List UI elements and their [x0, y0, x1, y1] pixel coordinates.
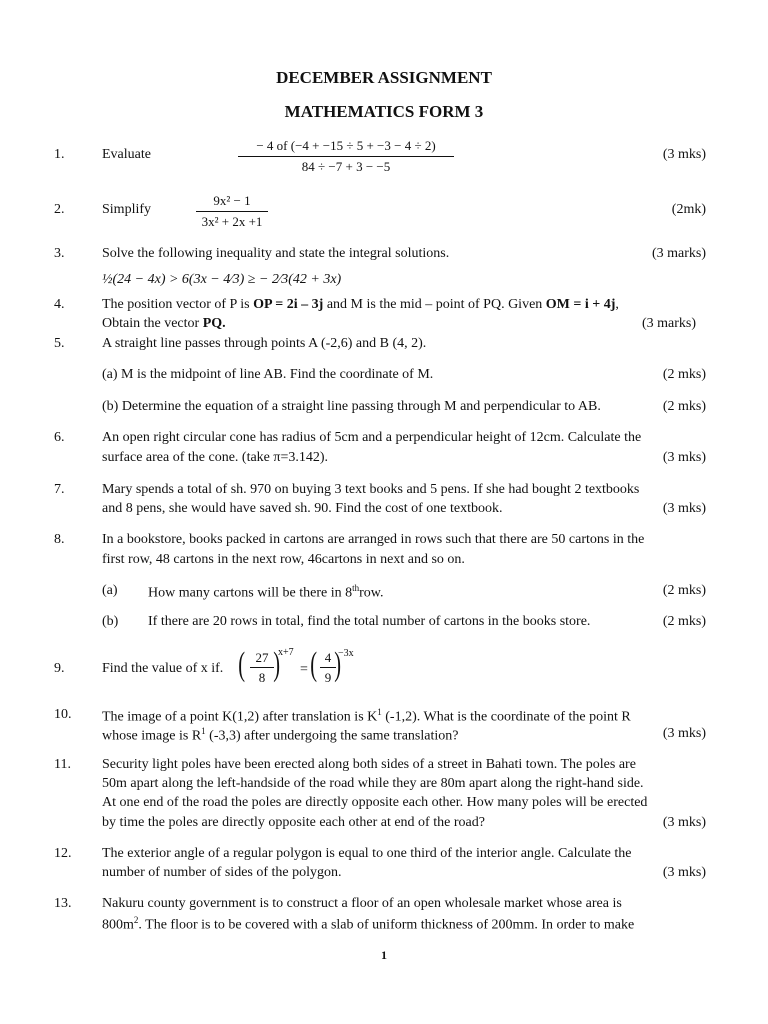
question-9-text: Find the value of x if. — [102, 661, 224, 676]
question-1-denominator: 84 ÷ −7 + 3 − −5 — [301, 159, 391, 174]
question-13-line-2-sup: 2 — [133, 915, 139, 925]
question-5b-text: (b) Determine the equation of a straight line passing through M and perpendicular to AB. — [102, 399, 601, 414]
question-7-marks: (3 mks) — [662, 501, 706, 516]
left-paren-2: ( — [310, 646, 318, 683]
question-12-line-2: number of number of sides of the polygon. — [102, 865, 342, 880]
exponent-1: x+7 — [278, 647, 294, 658]
question-1-text: Evaluate — [102, 147, 151, 162]
question-11-line-3: At one end of the road the poles are directly opposite each other. How many poles will be erected — [102, 795, 648, 810]
question-4-line-1-end: , — [615, 297, 619, 312]
question-9-fraction-1 — [250, 650, 274, 686]
question-8b-text: If there are 20 rows in total, find the total number of cartons in the books store. — [148, 614, 591, 629]
question-6-line-1: An open right circular cone has radius of 5cm and a perpendicular height of 12cm. Calculate the — [102, 430, 642, 445]
question-13-line-2 — [102, 915, 634, 934]
question-8-line-2: first row, 48 cartons in the next row, 46cartons in next and so on. — [102, 552, 465, 567]
question-12-line-1: The exterior angle of a regular polygon is equal to one third of the interior angle. Calculate the — [102, 846, 632, 861]
question-4-line-2-pre: Obtain the vector — [102, 316, 203, 331]
question-9-equation — [240, 648, 340, 690]
question-7-line-1: Mary spends a total of sh. 970 on buying 3 text books and 5 pens. If she had bought 2 textbooks — [102, 482, 640, 497]
question-2-text: Simplify — [102, 202, 152, 217]
question-13-number: 13. — [54, 896, 72, 911]
exponent-2: −3x — [338, 648, 354, 659]
question-2-number: 2. — [54, 202, 65, 217]
question-10-line-1-pre: The image of a point K(1,2) after translation is K — [102, 709, 378, 725]
left-paren-1: ( — [238, 646, 246, 683]
question-10-line-2-sup: 1 — [201, 726, 206, 736]
question-11-line-4: by time the poles are directly opposite each other at end of the road? — [102, 815, 485, 830]
question-4-marks: (3 marks) — [641, 316, 696, 331]
question-8a-text — [148, 583, 384, 602]
question-8b-marks: (2 mks) — [662, 614, 706, 629]
right-paren-1: ) — [273, 646, 281, 683]
question-1-number: 1. — [54, 147, 65, 162]
question-10-marks: (3 mks) — [662, 726, 706, 741]
vector-op: OP = 2i – 3j — [253, 297, 324, 312]
question-7-number: 7. — [54, 482, 65, 497]
question-1-fraction — [238, 138, 454, 175]
question-6-number: 6. — [54, 430, 65, 445]
question-10-number: 10. — [54, 707, 72, 722]
right-paren-2: ) — [334, 646, 342, 683]
page-number: 1 — [381, 948, 387, 962]
question-5b-marks: (2 mks) — [662, 399, 706, 414]
question-7-line-2: and 8 pens, she would have saved sh. 90. Find the cost of one textbook. — [102, 501, 503, 516]
question-8-line-1: In a bookstore, books packed in cartons are arranged in rows such that there are 50 cartons in the — [102, 532, 645, 547]
vector-pq: PQ. — [202, 316, 226, 331]
question-10-line-1-post: (-1,2). What is the coordinate of the point R — [381, 709, 631, 725]
fraction-2-denominator: 9 — [324, 670, 332, 685]
question-13-line-2-post: . The floor is to be covered with a slab of uniform thickness of 200mm. In order to make — [138, 917, 635, 933]
question-4-line-2 — [102, 316, 226, 332]
question-10-line-1-sup: 1 — [377, 707, 382, 717]
question-12-number: 12. — [54, 846, 72, 861]
question-3-inequality: ½(24 − 4x) > 6(3x − 4⁄3) ≥ − 2⁄3(42 + 3x) — [102, 272, 342, 287]
question-8-number: 8. — [54, 532, 65, 547]
document-subtitle: MATHEMATICS FORM 3 — [284, 102, 484, 121]
question-3-number: 3. — [54, 246, 65, 261]
question-11-line-2: 50m apart along the left-handside of the road while they are 80m apart along the right-hand side. — [102, 776, 644, 791]
question-2-numerator: 9x² − 1 — [196, 193, 268, 212]
question-6-marks: (3 mks) — [662, 450, 706, 465]
question-3-text: Solve the following inequality and state the integral solutions. — [102, 246, 450, 261]
question-11-marks: (3 mks) — [662, 815, 706, 830]
vector-om: OM = i + 4j — [545, 297, 616, 312]
question-1-numerator: − 4 of (−4 + −15 ÷ 5 + −3 − 4 ÷ 2) — [238, 138, 454, 157]
question-5-number: 5. — [54, 336, 65, 351]
question-11-line-1: Security light poles have been erected along both sides of a street in Bahati town. The poles are — [102, 757, 636, 772]
question-5a-marks: (2 mks) — [662, 367, 706, 382]
question-5-text: A straight line passes through points A (-2,6) and B (4, 2). — [102, 336, 427, 351]
question-8a-pre: How many cartons will be there in 8 — [148, 585, 353, 601]
question-10-line-2 — [102, 726, 458, 745]
question-4-number: 4. — [54, 297, 65, 312]
question-10-line-1 — [102, 707, 631, 726]
document-title: DECEMBER ASSIGNMENT — [276, 68, 492, 87]
question-4-line-1-mid: and M is the mid – point of PQ. Given — [323, 297, 546, 312]
question-6-line-2: surface area of the cone. (take π=3.142). — [102, 450, 329, 465]
question-9-number: 9. — [54, 661, 65, 676]
fraction-2-numerator: 4 — [320, 650, 336, 668]
question-10-line-2-pre: whose image is R — [102, 728, 202, 744]
question-2-denominator: 3x² + 2x +1 — [201, 214, 263, 229]
question-11-number: 11. — [54, 757, 71, 772]
question-5a-text: (a) M is the midpoint of line AB. Find the coordinate of M. — [102, 367, 434, 382]
fraction-1-denominator: 8 — [258, 670, 266, 685]
question-8a-label: (a) — [102, 583, 118, 598]
question-10-line-2-post: (-3,3) after undergoing the same translation? — [205, 728, 459, 744]
fraction-1-numerator: 27 — [250, 650, 274, 668]
question-8a-marks: (2 mks) — [662, 583, 706, 598]
question-4-line-1 — [102, 297, 619, 313]
question-2-marks: (2mk) — [671, 202, 706, 217]
question-8a-sup: th — [352, 583, 360, 593]
equals-sign: = — [300, 662, 308, 677]
question-3-marks: (3 marks) — [651, 246, 706, 261]
question-13-line-2-pre: 800m — [102, 917, 134, 933]
question-1-marks: (3 mks) — [662, 147, 706, 162]
question-12-marks: (3 mks) — [662, 865, 706, 880]
question-8b-label: (b) — [102, 614, 119, 629]
question-2-fraction — [196, 193, 268, 230]
question-13-line-1: Nakuru county government is to construct a floor of an open wholesale market whose area is — [102, 896, 622, 911]
question-4-line-1-pre: The position vector of P is — [102, 297, 254, 312]
question-8a-post: row. — [359, 585, 384, 601]
